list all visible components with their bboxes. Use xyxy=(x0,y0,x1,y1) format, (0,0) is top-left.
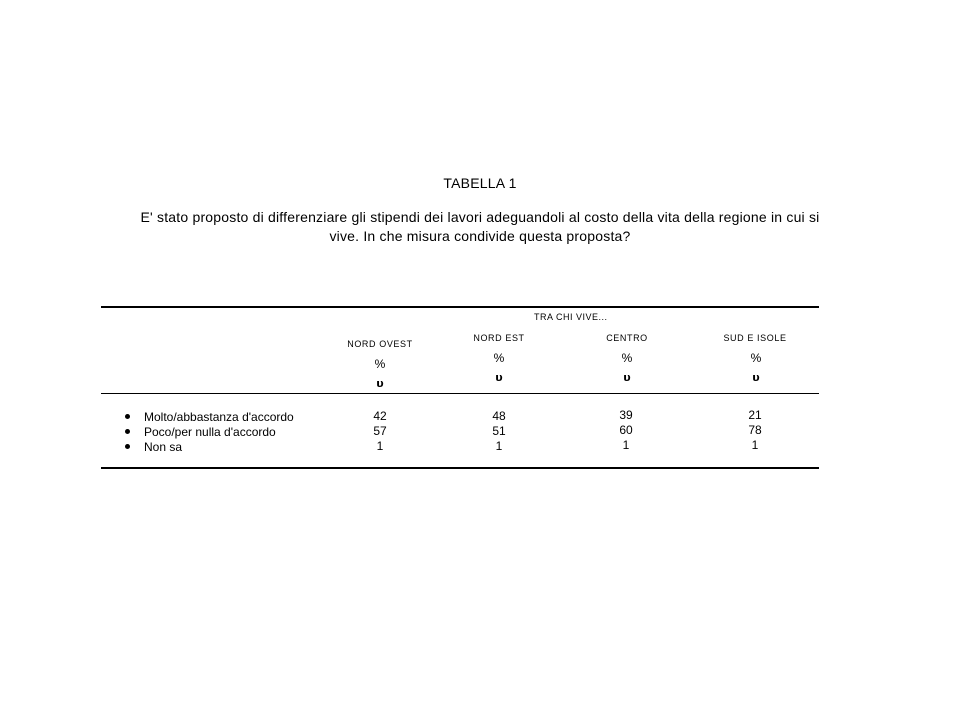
column-marker-sud-e-isole: υ xyxy=(752,371,760,384)
group-label: TRA CHI VIVE... xyxy=(534,312,608,322)
question-text xyxy=(80,208,880,246)
column-header-nord-ovest: NORD OVEST xyxy=(347,339,413,349)
column-header-centro: CENTRO xyxy=(606,333,648,343)
cell-nord-ovest-row2: 57 xyxy=(373,424,387,438)
bullet-icon xyxy=(125,414,130,419)
cell-nord-ovest-row3: 1 xyxy=(376,439,384,453)
column-marker-nord-ovest: υ xyxy=(376,377,384,390)
column-unit-centro: % xyxy=(621,351,633,365)
cell-nord-ovest-row1: 42 xyxy=(373,409,387,423)
cell-centro-row1: 39 xyxy=(619,408,633,422)
column-header-nord-est: NORD EST xyxy=(473,333,525,343)
cell-nord-est-row3: 1 xyxy=(495,439,503,453)
column-marker-nord-est: υ xyxy=(495,371,503,384)
cell-sud-e-isole-row1: 21 xyxy=(748,408,762,422)
cell-sud-e-isole-row2: 78 xyxy=(748,423,762,437)
table-header-rule xyxy=(101,393,819,394)
row-label-poco-per-nulla: Poco/per nulla d'accordo xyxy=(144,425,276,439)
question-line-1: E' stato proposto di differenziare gli stipendi dei lavori adeguandoli al costo della vita della regione in cui si xyxy=(140,209,820,225)
cell-nord-est-row1: 48 xyxy=(492,409,506,423)
question-line-2: vive. In che misura condivide questa proposta? xyxy=(329,228,631,244)
column-header-sud-e-isole: SUD E ISOLE xyxy=(723,333,787,343)
column-unit-sud-e-isole: % xyxy=(750,351,762,365)
column-marker-centro: υ xyxy=(623,371,631,384)
table-title: TABELLA 1 xyxy=(443,175,517,191)
table-top-rule xyxy=(101,306,819,308)
cell-nord-est-row2: 51 xyxy=(492,424,506,438)
bullet-icon xyxy=(125,429,130,434)
column-unit-nord-ovest: % xyxy=(374,357,386,371)
cell-sud-e-isole-row3: 1 xyxy=(751,438,759,452)
bullet-icon xyxy=(125,444,130,449)
row-label-non-sa: Non sa xyxy=(144,440,183,454)
column-unit-nord-est: % xyxy=(493,351,505,365)
cell-centro-row2: 60 xyxy=(619,423,633,437)
row-label-molto-abbastanza: Molto/abbastanza d'accordo xyxy=(144,410,294,424)
table-bottom-rule xyxy=(101,467,819,469)
cell-centro-row3: 1 xyxy=(622,438,630,452)
